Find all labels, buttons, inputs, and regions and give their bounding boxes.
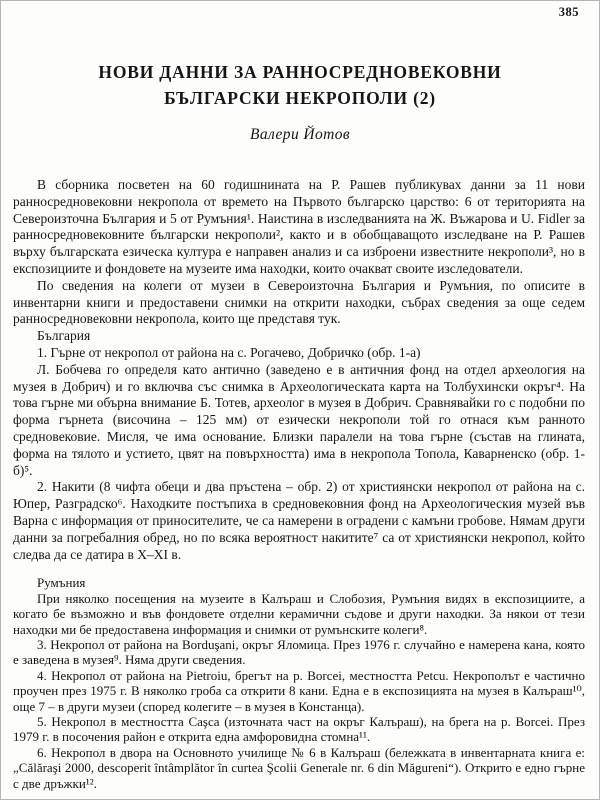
paragraph-item1-title: 1. Гърне от некропол от района на с. Рогачево, Добричко (обр. 1-а) [37,344,421,360]
paragraph-item4: 4. Некропол от района на Pietroiu, брегът на р. Borcei, местността Petcu. Некрополът е частично проучен през 1975 г. В няколко гроба са открити 8 кани. Една е в експозицията на музея в Калъраш¹⁰, още 7 – в други музеи (според колегите – в музея в Констанца). [13,667,585,714]
page-number: 385 [558,5,579,19]
paragraph-item6: 6. Некропол в двора на Основното училище № 6 в Калъраш (бележката в инвентарната книга е: „Călăraşi 2000, descoperit întâmplător în curtea Şcolii Generale nr. 6 din Măgureni“). Открито е едно гърне с две дръжки¹². [13,744,585,791]
paragraph-intro-1: В сборника посветен на 60 годишнината на Р. Рашев публикувах данни за 11 нови ранносредновековни некропола от времето на Първото българско царство: 6 от територията на Североизточна България и 5 от Румъния¹. Наистина в изследванията на Ж. Въжарова и U. Fidler за ранносредновековните български некрополи², както и в обобщаващото изследване на Р. Рашев върху българската езическа култура е направен анализ и са изброени известните некрополи³, но в експозициите и фондовете на музеите има находки, които очакват своите изследователи. [13,177,585,276]
paragraph-item3: 3. Некропол от района на Borduşani, окръг Яломица. През 1976 г. случайно е намерена кана, която е заведена в музея⁹. Няма други сведения. [13,636,585,668]
paragraph-intro-2: По сведения на колеги от музеи в Североизточна България и Румъния, по описите в инвентарни книги и предоставени снимки на открити находки, събрах сведения за още седем ранносредновековни некропола, които ще представя тук. [13,277,585,327]
paragraph-item5: 5. Некропол в местността Caşca (източната част на окръг Калъраш), на брега на р. Borcei. През 1979 г. в посочения район е открита една амфоровидна стомна¹¹. [13,713,585,745]
article-author: Валери Йотов [249,126,351,143]
paragraph-item1-body: Л. Бобчева го определя като антично (заведено е в античния фонд на отдел археология на музея в Добрич) и го включва със снимка в Археологическата карта на Толбухински окръг⁴. На това гърне ми обърна внимание Б. Тотев, археолог в музея в Добрич. Сравнявайки го с подобни по форма гърнета (височина – 125 мм) от езически некрополи той го отнася към ранното средновековие. Мисля, че има основание. Близки паралели на това гърне (състав на глината, форма на тялото и устието, цвят на повърхността) има в некропола Топола, Каварненско (обр. 1-б)⁵. [13,361,585,478]
article-title-line2: БЪЛГАРСКИ НЕКРОПОЛИ (2) [164,88,436,108]
article-body [13,177,585,791]
section-heading-bulgaria: България [37,328,91,344]
paragraph-romania-intro: При няколко посещения на музеите в Калъраш и Слобозия, Румъния видях в експозициите, а когато бе възможно и във фондовете отделни керамични съдове и други находки. За някои от тези находки ми бе предоставена информация и снимки от румънските колеги⁸. [13,590,585,637]
article-title [1,59,599,111]
article-title-line1: НОВИ ДАННИ ЗА РАННОСРЕДНОВЕКОВНИ [98,62,502,82]
paragraph-item2: 2. Накити (8 чифта обеци и два пръстена – обр. 2) от християнски некропол от района на с. Юпер, Разградско⁶. Находките постъпиха в средновековния фонд на Археологическия музей във Варна с информация от приносителите, че са намерени в оградени с камъни гробове. Нямам други данни за погребалния обред, но по всяка вероятност накитите⁷ са от християнски некропол, който следва да се датира в X–XI в. [13,479,585,562]
section-heading-romania: Румъния [37,575,86,591]
section-romania [13,575,585,791]
